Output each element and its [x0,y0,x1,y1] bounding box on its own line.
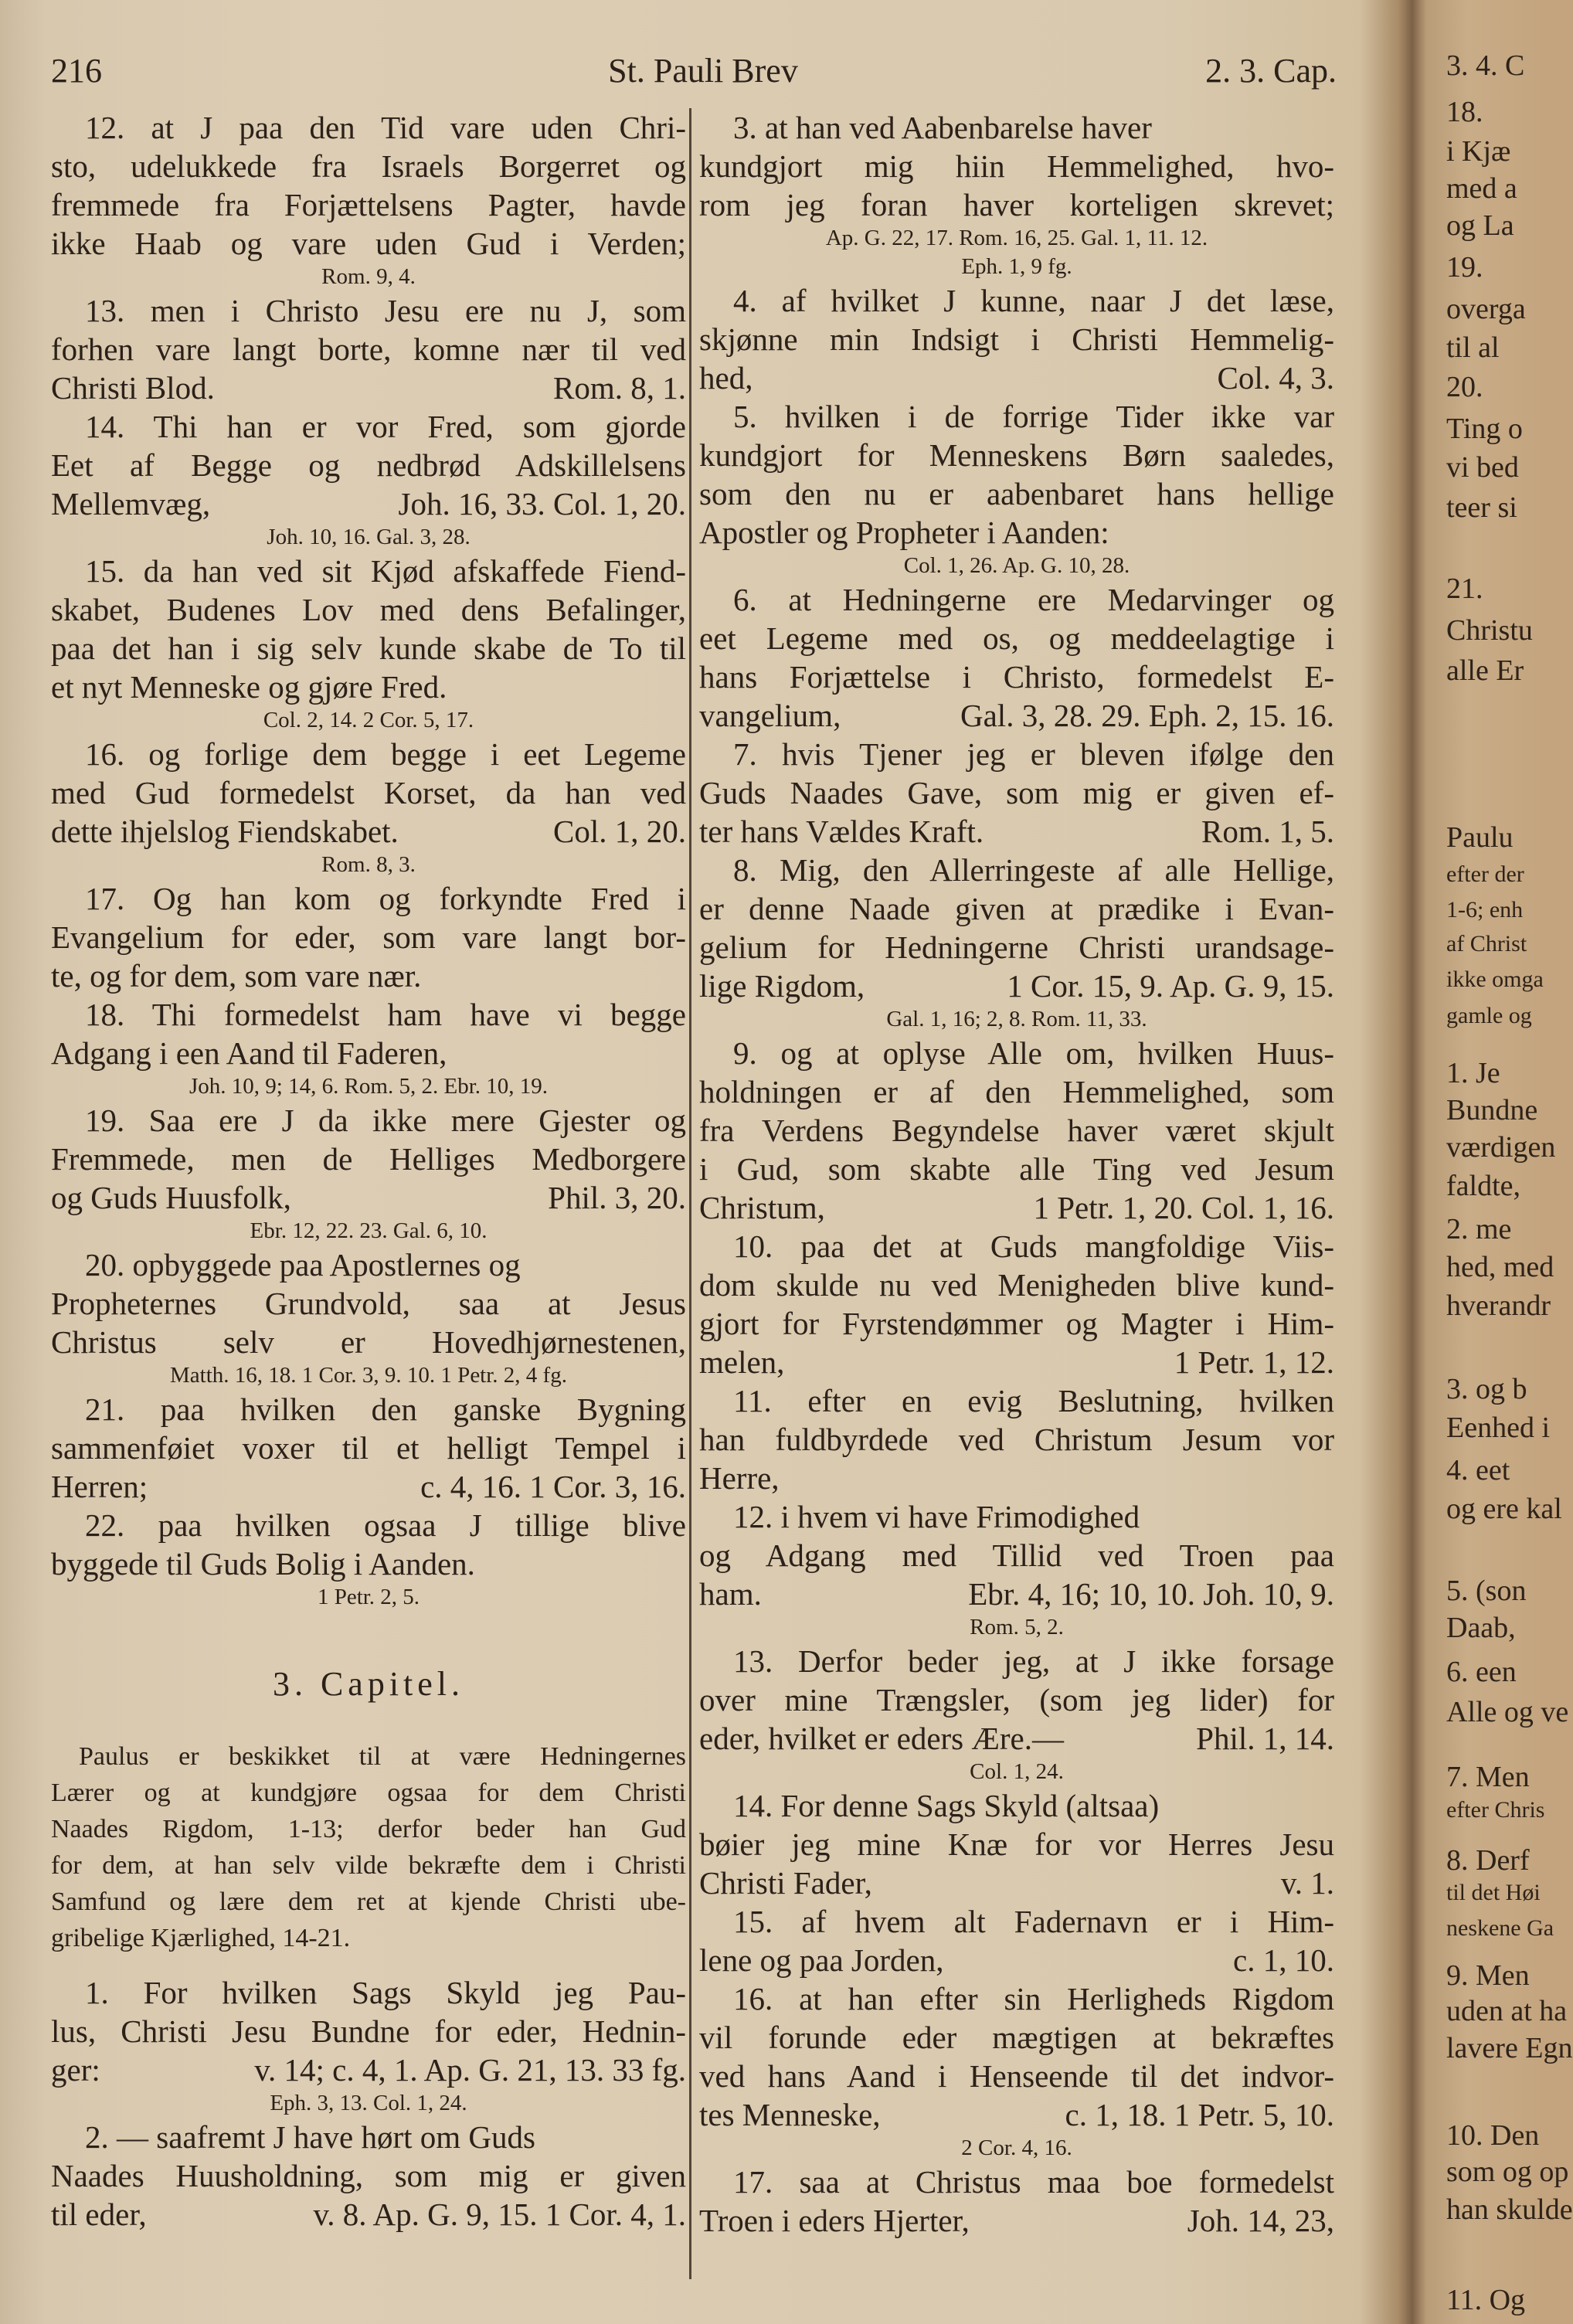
verse-line: gelium for Hedningerne Christi urandsage- [699,929,1334,965]
next-page-fragment: 9. Men [1446,1959,1530,1992]
verse-line: 2. — saafremt J have hørt om Guds [85,2119,535,2155]
verse-line: 16. at han efter sin Herligheds Rigdom [733,1981,1334,2017]
cross-reference: Rom. 9, 4. [321,264,416,289]
cross-reference: Eph. 3, 13. Col. 1, 24. [270,2091,467,2115]
verse-line: Eet af Begge og nedbrød Adskillelsens [51,447,686,483]
verse-line: 13. Derfor beder jeg, at J ikke forsage [733,1643,1334,1679]
verse-line: med Gud formedelst Korset, da han ved [51,775,686,810]
verse-text: Herren; [51,1469,148,1504]
verse-line [51,369,686,407]
verse-text: ham. [699,1576,762,1612]
verse-line: kundgjort mig hiin Hemmelighed, hvo- [699,148,1334,184]
verse-text: Christum, [699,1190,825,1225]
next-page-fragment: 20. [1446,371,1483,403]
next-page-fragment: Alle og ve [1446,1696,1569,1728]
verse-text: Mellemvæg, [51,486,211,522]
column-divider [689,108,691,2279]
verse-line: sammenføiet voxer til et helligt Tempel i [51,1430,686,1466]
verse-line: i Gud, som skabte alle Ting ved Jesum [699,1151,1334,1187]
verse-line: fra Verdens Begyndelse haver været skjult [699,1113,1334,1148]
next-page-fragment: vi bed [1446,451,1519,484]
verse-line: eet Legeme med os, og meddeelagtige i [699,620,1334,656]
next-page-fragment: hverandr [1446,1289,1551,1322]
verse-line: 12. at J paa den Tid vare uden Chri- [85,110,686,145]
inline-reference: Rom. 1, 5. [1201,814,1334,849]
verse-line: Naades Huusholdning, som mig er given [51,2158,686,2193]
inline-reference: Col. 4, 3. [1217,360,1334,396]
verse-line: Christus selv er Hovedhjørnestenen, [51,1324,686,1360]
verse-line: 1. For hvilken Sags Skyld jeg Pau- [85,1975,686,2010]
next-page-fragment: 8. Derf [1446,1844,1530,1877]
next-page-fragment: hed, med [1446,1251,1554,1283]
running-title: St. Pauli Brev [608,52,798,90]
cross-reference: Joh. 10, 16. Gal. 3, 28. [267,525,471,549]
verse-line: Herre, [699,1460,780,1496]
inline-reference: Gal. 3, 28. 29. Eph. 2, 15. 16. [960,698,1334,733]
next-page-fragment: værdigen [1446,1131,1556,1164]
verse-line [699,1188,1334,1227]
next-page-fragment: til det Høi [1446,1880,1541,1905]
verse-text: Christi Fader, [699,1865,872,1901]
cross-reference: 1 Petr. 2, 5. [317,1585,420,1609]
inline-reference: 1 Cor. 15, 9. Ap. G. 9, 15. [1007,968,1334,1004]
verse-text: til eder, [51,2197,147,2232]
chapter-indicator: 2. 3. Cap. [1205,52,1337,90]
verse-line: et nyt Menneske og gjøre Fred. [51,669,447,705]
verse-line: skjønne min Indsigt i Christi Hemmelig- [699,321,1334,357]
next-page-fragment: 6. een [1446,1656,1517,1688]
verse-line: 12. i hvem vi have Frimodighed [733,1499,1140,1534]
verse-line: 9. og at oplyse Alle om, hvilken Huus- [733,1035,1334,1071]
verse-text: tes Menneske, [699,2097,881,2132]
verse-line: bøier jeg mine Knæ for vor Herres Jesu [699,1826,1334,1862]
verse-line: 5. hvilken i de forrige Tider ikke var [733,399,1334,434]
next-page-fragment: Eenhed i [1446,1412,1551,1444]
cross-reference: Ebr. 12, 22. 23. Gal. 6, 10. [250,1218,488,1243]
verse-line: han fuldbyrdede ved Christum Jesum vor [699,1422,1334,1457]
next-page-fragment: teer si [1446,491,1517,524]
cross-reference: Joh. 10, 9; 14, 6. Rom. 5, 2. Ebr. 10, 19. [189,1074,548,1099]
verse-line: gjort for Fyrstendømmer og Magter i Him- [699,1306,1334,1341]
next-page-fragment: alle Er [1446,654,1524,687]
verse-line [51,812,686,851]
verse-line [699,2095,1334,2134]
verse-line: 15. da han ved sit Kjød afskaffede Fiend- [85,553,686,589]
next-page-fragment: 5. (son [1446,1575,1527,1607]
next-page-fragment: 11. Og [1446,2284,1526,2316]
left-column [51,108,686,2234]
inline-reference: Joh. 14, 23, [1187,2203,1334,2238]
verse-line: paa det han i sig selv kunde skabe de To til [51,630,686,666]
verse-text: hed, [699,360,753,396]
next-page-fragment: han skulde [1446,2193,1573,2226]
verse-text: dette ihjelslog Fiendskabet. [51,814,399,849]
verse-line: Guds Naades Gave, som mig er given ef- [699,775,1334,810]
verse-line: 8. Mig, den Allerringeste af alle Hellige, [733,852,1334,888]
verse-line: 4. af hvilket J kunne, naar J det læse, [733,283,1334,318]
verse-line: vil forunde eder mægtigen at bekræftes [699,2020,1334,2055]
verse-line: lus, Christi Jesu Bundne for eder, Hednin- [51,2013,686,2049]
verse-line: 16. og forlige dem begge i eet Legeme [85,736,686,772]
verse-line [699,967,1334,1005]
next-page-fragment: Paulu [1446,821,1514,854]
inline-reference: Phil. 3, 20. [548,1180,686,1215]
verse-line: 10. paa det at Guds mangfoldige Viis- [733,1228,1334,1264]
next-page-fragment: gamle og [1446,1003,1532,1028]
verse-line: 15. af hvem alt Fadernavn er i Him- [733,1904,1334,1939]
inline-reference: Joh. 16, 33. Col. 1, 20. [398,486,686,522]
next-page-fragment: 19. [1446,251,1483,284]
verse-line: Fremmede, men de Helliges Medborgere [51,1141,686,1177]
next-page-fragment: i Kjæ [1446,135,1511,168]
verse-line: 14. Thi han er vor Fred, som gjorde [85,409,686,444]
verse-line: 11. efter en evig Beslutning, hvilken [733,1383,1334,1419]
verse-text: ter hans Vældes Kraft. [699,814,984,849]
verse-line [699,1941,1334,1979]
verse-line: skabet, Budenes Lov med dens Befalinger, [51,592,686,627]
next-page-fragment: med a [1446,172,1517,205]
verse-line [51,2195,686,2234]
verse-line: Adgang i een Aand til Faderen, [51,1035,447,1071]
verse-line [699,2201,1334,2240]
next-page-fragment: 2. me [1446,1213,1512,1245]
next-page-fragment: Christu [1446,614,1533,647]
verse-line [699,696,1334,735]
verse-line: Evangelium for eder, som vare langt bor- [51,919,686,955]
inline-reference: Col. 1, 20. [553,814,686,849]
verse-line [699,812,1334,851]
next-page-fragment: som og op [1446,2156,1569,2188]
verse-text: eder, hvilket er eders Ære.— [699,1721,1064,1756]
cross-reference: Col. 1, 24. [970,1759,1064,1784]
next-page-fragment: faldte, [1446,1170,1521,1202]
inline-reference: c. 1, 10. [1233,1942,1334,1978]
verse-line: te, og for dem, som vare nær. [51,958,422,994]
verse-line: 3. at han ved Aabenbarelse haver [733,110,1152,145]
inline-reference: Rom. 8, 1. [553,370,686,406]
next-page-fragment: 21. [1446,573,1483,605]
verse-line: Propheternes Grundvold, saa at Jesus [51,1286,686,1321]
chapter-summary-line: for dem, at han selv vilde bekræfte dem i Christi [51,1851,686,1880]
verse-line [699,1864,1334,1902]
next-page-fragment: 3. og b [1446,1373,1527,1405]
verse-line: forhen vare langt borte, komne nær til ved [51,331,686,367]
next-page-fragment: Bundne [1446,1094,1538,1126]
verse-text: ger: [51,2052,100,2088]
verse-line [51,484,686,523]
cross-reference: Col. 2, 14. 2 Cor. 5, 17. [263,708,474,732]
next-page-fragment: Daab, [1446,1612,1516,1644]
next-page-fragment: efter der [1446,861,1524,887]
verse-line: 22. paa hvilken ogsaa J tillige blive [85,1507,686,1543]
verse-line [51,1178,686,1217]
inline-reference: v. 8. Ap. G. 9, 15. 1 Cor. 4, 1. [313,2197,686,2232]
verse-line [699,1719,1334,1758]
cross-reference: Eph. 1, 9 fg. [961,254,1072,279]
cross-reference: Gal. 1, 16; 2, 8. Rom. 11, 33. [886,1007,1147,1031]
next-page-fragment: og ere kal [1446,1493,1562,1525]
inline-reference: c. 1, 18. 1 Petr. 5, 10. [1065,2097,1334,2132]
verse-line: holdningen er af den Hemmelighed, som [699,1074,1334,1109]
next-page-fragment: efter Chris [1446,1797,1545,1823]
next-page-fragment: overga [1446,293,1526,325]
verse-line: 14. For denne Sags Skyld (altsaa) [733,1788,1160,1823]
verse-line: fremmede fra Forjættelsens Pagter, havde [51,187,686,223]
verse-line: over mine Trængsler, (som jeg lider) for [699,1682,1334,1718]
verse-line: er denne Naade given at prædike i Evan- [699,891,1334,926]
next-page-fragment: til al [1446,331,1500,364]
verse-line: 17. saa at Christus maa boe formedelst [733,2164,1334,2200]
verse-line: 19. Saa ere J da ikke mere Gjester og [85,1103,686,1138]
verse-line: 7. hvis Tjener jeg er bleven ifølge den [733,736,1334,772]
next-page-fragment: 4. eet [1446,1454,1510,1486]
next-page-fragment: af Christ [1446,931,1527,956]
verse-text: melen, [699,1344,785,1380]
cross-reference: 2 Cor. 4, 16. [961,2135,1072,2160]
inline-reference: Ebr. 4, 16; 10, 10. Joh. 10, 9. [968,1576,1334,1612]
cross-reference: Col. 1, 26. Ap. G. 10, 28. [903,553,1130,578]
cross-reference: Rom. 8, 3. [321,852,416,877]
verse-text: Troen i eders Hjerter, [699,2203,970,2238]
next-page-fragment: lavere Egn [1446,2032,1573,2064]
next-page-fragment: 1. Je [1446,1057,1500,1089]
verse-line: dom skulde nu ved Menigheden blive kund- [699,1267,1334,1303]
next-page-fragment: og La [1446,209,1514,242]
verse-text: og Guds Huusfolk, [51,1180,291,1215]
inline-reference: 1 Petr. 1, 12. [1174,1344,1334,1380]
next-page-fragment: Ting o [1446,413,1523,445]
cross-reference: Matth. 16, 18. 1 Cor. 3, 9. 10. 1 Petr. 2, 4 fg. [170,1363,567,1388]
right-column [699,108,1334,2240]
verse-line: 21. paa hvilken den ganske Bygning [85,1391,686,1427]
verse-line: Apostler og Propheter i Aanden: [699,515,1109,550]
inline-reference: Phil. 1, 14. [1196,1721,1334,1756]
next-page-fragment: 1-6; enh [1446,897,1524,922]
verse-line: 6. at Hedningerne ere Medarvinger og [733,582,1334,617]
verse-line: kundgjort for Menneskens Børn saaledes, [699,437,1334,473]
verse-line [699,1343,1334,1381]
cross-reference: Rom. 5, 2. [970,1615,1064,1639]
next-page-fragment: ikke omga [1446,967,1544,992]
chapter-summary-line: gribelige Kjærlighed, 14-21. [51,1924,351,1952]
verse-line: som den nu er aabenbaret hans hellige [699,476,1334,511]
verse-line: 18. Thi formedelst ham have vi begge [85,997,686,1032]
inline-reference: 1 Petr. 1, 20. Col. 1, 16. [1033,1190,1334,1225]
next-page-fragment: 18. [1446,96,1483,128]
verse-line [51,2050,686,2089]
chapter-summary-line: Lærer og at kundgjøre ogsaa for dem Christi [51,1779,686,1807]
chapter-summary-line: Naades Rigdom, 1-13; derfor beder han Gud [51,1815,686,1843]
verse-line [699,1575,1334,1613]
verse-line: ikke Haab og vare uden Gud i Verden; [51,226,686,261]
verse-line: 20. opbyggede paa Apostlernes og [85,1247,521,1283]
verse-text: lene og paa Jorden, [699,1942,944,1978]
next-page-fragment: 3. 4. C [1446,49,1525,82]
inline-reference: v. 1. [1280,1865,1334,1901]
next-page-fragment: 7. Men [1446,1761,1530,1793]
next-page-fragment: uden at ha [1446,1995,1568,2027]
chapter-heading: 3. Capitel. [272,1665,465,1703]
inline-reference: c. 4, 16. 1 Cor. 3, 16. [420,1469,686,1504]
next-page-fragment: 10. Den [1446,2119,1540,2152]
verse-line: rom jeg foran haver korteligen skrevet; [699,187,1334,223]
verse-line: og Adgang med Tillid ved Troen paa [699,1537,1334,1573]
verse-line [699,358,1334,397]
next-page-fragment: neskene Ga [1446,1915,1554,1941]
verse-line: sto, udelukkede fra Israels Borgerret og [51,148,686,184]
page-number: 216 [51,52,102,90]
inline-reference: v. 14; c. 4, 1. Ap. G. 21, 13. 33 fg. [254,2052,686,2088]
chapter-summary-line: Samfund og lære dem ret at kjende Christi ube- [51,1887,686,1916]
verse-text: Christi Blod. [51,370,215,406]
verse-line: byggede til Guds Bolig i Aanden. [51,1546,475,1582]
verse-line [51,1467,686,1506]
verse-text: lige Rigdom, [699,968,865,1004]
verse-line: 17. Og han kom og forkyndte Fred i [85,881,686,916]
chapter-summary-line: Paulus er beskikket til at være Hedningernes [79,1742,686,1771]
verse-line: hans Forjættelse i Christo, formedelst E- [699,659,1334,695]
cross-reference: Ap. G. 22, 17. Rom. 16, 25. Gal. 1, 11. 12. [825,226,1208,250]
verse-line: 13. men i Christo Jesu ere nu J, som [85,293,686,328]
verse-line: ved hans Aand i Henseende til det indvor- [699,2058,1334,2094]
verse-text: vangelium, [699,698,841,733]
